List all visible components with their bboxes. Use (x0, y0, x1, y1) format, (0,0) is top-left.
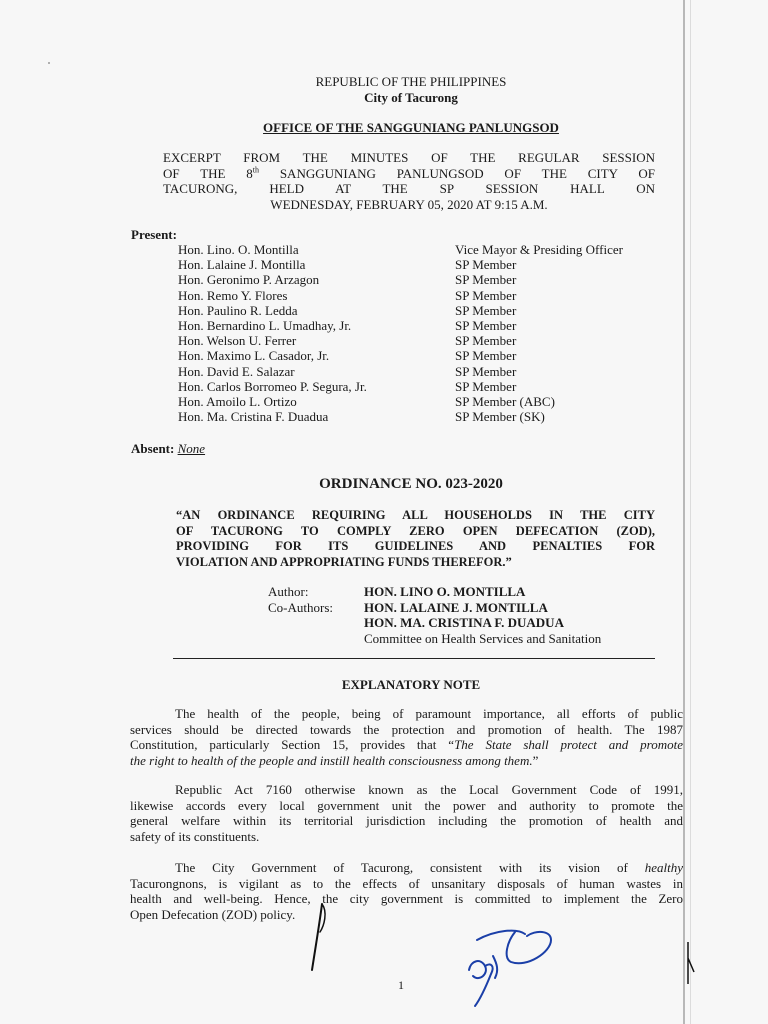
member-name: Hon. David E. Salazar (178, 363, 295, 379)
paragraph-line: Republic Act 7160 otherwise known as the Local Government Code of 1991, (175, 782, 683, 797)
ordinance-title-line: PROVIDING FOR ITS GUIDELINES AND PENALTIES FOR (176, 539, 655, 553)
scan-speck (48, 62, 50, 64)
page-number: 1 (398, 978, 404, 992)
session-excerpt (163, 150, 655, 212)
divider-line (173, 658, 655, 659)
paragraph-line: health and well-being. Hence, the city government is committed to implement the Zero (130, 891, 683, 906)
attendance-row (0, 364, 768, 379)
explanatory-heading: EXPLANATORY NOTE (341, 677, 481, 692)
ordinance-number: ORDINANCE NO. 023-2020 (319, 476, 503, 492)
initial-mark-black (300, 898, 350, 978)
ordinance-title-line: OF TACURONG TO COMPLY ZERO OPEN DEFECATION (ZOD), (176, 523, 655, 538)
member-role: SP Member (455, 378, 517, 394)
committee-name: Committee on Health Services and Sanitation (364, 630, 602, 646)
attendance-row (0, 257, 768, 272)
edge-mark (684, 938, 698, 988)
absent-value: None (177, 441, 206, 456)
member-name: Hon. Welson U. Ferrer (178, 333, 297, 349)
member-role: SP Member (455, 363, 517, 379)
ordinance-title-line: VIOLATION AND APPROPRIATING FUNDS THEREFOR.” (176, 554, 512, 569)
header-republic: REPUBLIC OF THE PHILIPPINES (315, 74, 507, 89)
attendance-row (0, 303, 768, 318)
member-name: Hon. Bernardino L. Umadhay, Jr. (178, 318, 352, 333)
page-edge-shadow-inner (690, 0, 691, 1024)
paragraph-line: Tacurongnons, is vigilant as to the effects of unsanitary disposals of human wastes in (130, 875, 683, 891)
member-role: SP Member (SK) (455, 409, 545, 425)
office-title: OFFICE OF THE SANGGUNIANG PANLUNGSOD (263, 120, 559, 135)
attendance-row (0, 242, 768, 257)
member-role: SP Member (455, 287, 517, 303)
attendance-row (0, 272, 768, 287)
member-role: SP Member (ABC) (455, 394, 555, 409)
paragraph-line: Open Defecation (ZOD) policy. (130, 906, 296, 922)
explanatory-paragraph-2 (130, 782, 683, 844)
author-name: HON. LINO O. MONTILLA (364, 584, 526, 599)
header-city: City of Tacurong (364, 90, 458, 105)
attendance-row (0, 409, 768, 424)
paragraph-line: The City Government of Tacurong, consistent with its vision of healthy (175, 860, 683, 875)
member-role: SP Member (455, 302, 517, 318)
member-name: Hon. Amoilo L. Ortizo (178, 394, 297, 409)
member-role: SP Member (455, 257, 517, 273)
paragraph-line: The health of the people, being of paramount importance, all efforts of public (175, 706, 683, 721)
paragraph-line: the right to health of the people and instill health consciousness among them.” (130, 752, 539, 768)
coauthors-label: Co-Authors: (268, 599, 333, 615)
excerpt-line: EXCERPT FROM THE MINUTES OF THE REGULAR SESSION (163, 150, 655, 165)
page-edge-shadow (683, 0, 685, 1024)
attendance-row (0, 333, 768, 348)
member-role: SP Member (455, 318, 517, 333)
signature-blue (455, 922, 570, 1012)
member-role: SP Member (455, 348, 517, 364)
member-role: Vice Mayor & Presiding Officer (455, 242, 623, 257)
ordinance-title (176, 508, 655, 570)
paragraph-line: safety of its constituents. (130, 828, 260, 844)
member-name: Hon. Paulino R. Ledda (178, 302, 298, 318)
excerpt-line: OF THE 8th SANGGUNIANG PANLUNGSOD OF THE CITY OF (163, 165, 655, 181)
member-name: Hon. Lino. O. Montilla (178, 242, 299, 257)
attendance-row (0, 348, 768, 363)
paragraph-line: general welfare within its territorial jurisdiction including the promotion of health and (130, 813, 683, 828)
excerpt-line: TACURONG, HELD AT THE SP SESSION HALL ON (163, 181, 655, 196)
paragraph-line: Constitution, particularly Section 15, provides that “The State shall protect and promote (130, 737, 683, 752)
member-name: Hon. Lalaine J. Montilla (178, 257, 306, 273)
attendance-row (0, 288, 768, 303)
member-name: Hon. Geronimo P. Arzagon (178, 272, 320, 288)
member-name: Hon. Ma. Cristina F. Duadua (178, 409, 329, 425)
excerpt-line: WEDNESDAY, FEBRUARY 05, 2020 AT 9:15 A.M. (270, 196, 548, 212)
explanatory-paragraph-1 (130, 706, 683, 768)
member-name: Hon. Carlos Borromeo P. Segura, Jr. (178, 378, 367, 394)
paragraph-line: services should be directed towards the protection and promotion of health. The 1987 (130, 721, 683, 737)
coauthor-name: HON. MA. CRISTINA F. DUADUA (364, 615, 564, 630)
attendance-row (0, 318, 768, 333)
attendance-row (0, 379, 768, 394)
member-name: Hon. Maximo L. Casador, Jr. (178, 348, 330, 364)
ordinance-title-line: “AN ORDINANCE REQUIRING ALL HOUSEHOLDS IN THE CITY (176, 508, 655, 522)
absent-line (131, 441, 205, 457)
explanatory-paragraph-3 (130, 860, 683, 922)
member-role: SP Member (455, 333, 517, 349)
present-label: Present: (131, 227, 177, 242)
author-label: Author: (268, 584, 309, 599)
member-name: Hon. Remo Y. Flores (178, 287, 288, 303)
paragraph-line: likewise accords every local government unit the power and authority to promote the (130, 797, 683, 813)
absent-label: Absent: (131, 441, 175, 456)
attendance-row (0, 394, 768, 409)
member-role: SP Member (455, 272, 517, 288)
coauthor-name: HON. LALAINE J. MONTILLA (364, 599, 548, 615)
